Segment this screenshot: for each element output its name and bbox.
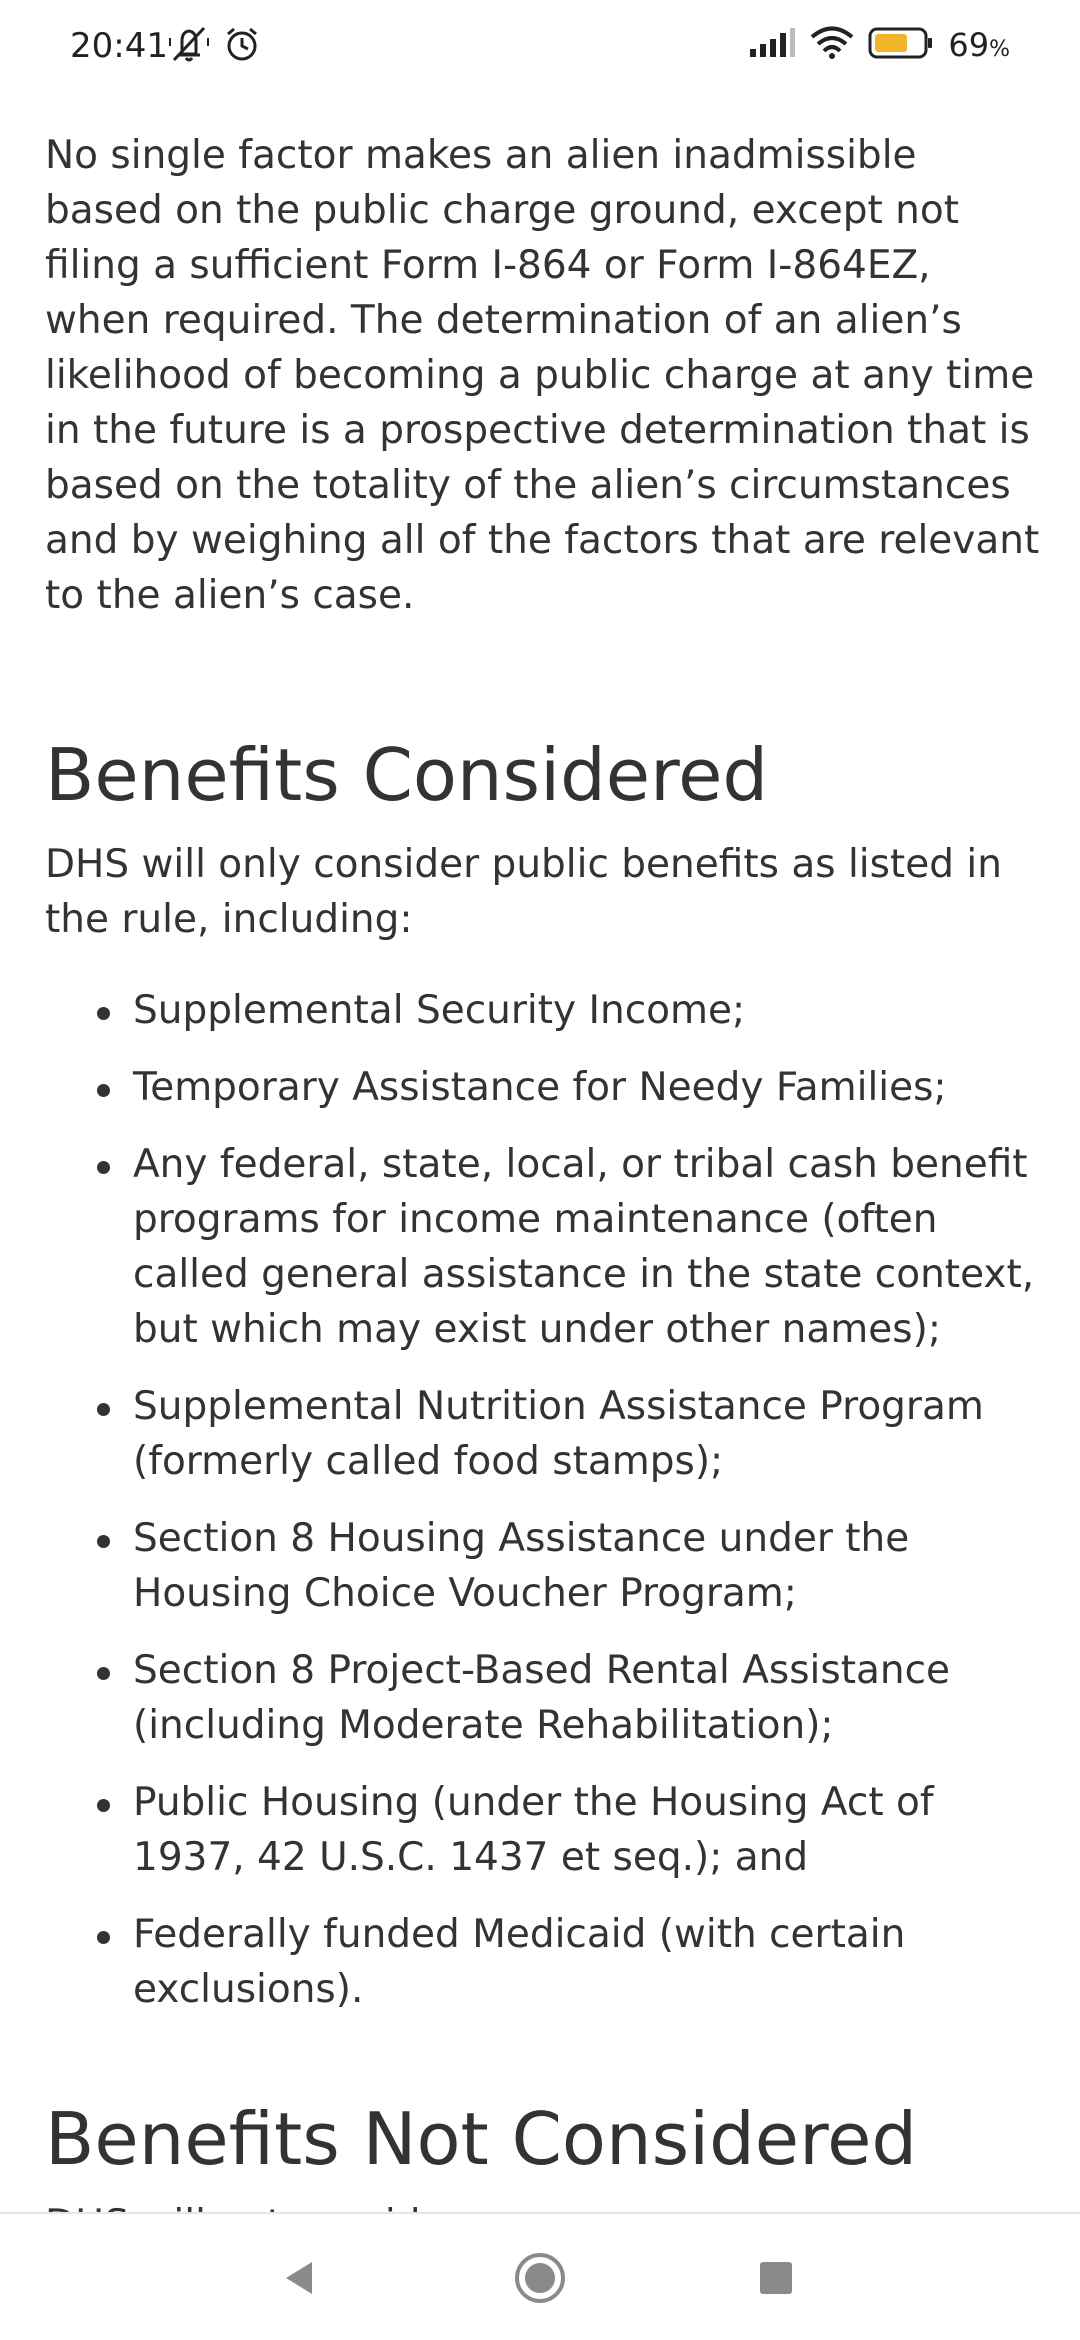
back-icon[interactable] xyxy=(270,2248,330,2308)
signal-icon xyxy=(748,27,796,63)
mute-icon xyxy=(166,24,212,68)
list-item: Section 8 Project-Based Rental Assistance (including Moderate Rehabilitation); xyxy=(45,1643,1045,1753)
article-content xyxy=(45,128,1045,2252)
alarm-icon xyxy=(222,24,262,68)
list-item: Section 8 Housing Assistance under the Housing Choice Voucher Program; xyxy=(45,1511,1045,1621)
battery-icon xyxy=(868,27,934,63)
list-item: Temporary Assistance for Needy Families; xyxy=(45,1060,1045,1115)
list-item: Federally funded Medicaid (with certain exclusions). xyxy=(45,1907,1045,2017)
benefits-considered-heading: Benefits Considered xyxy=(45,733,769,817)
benefits-considered-intro: DHS will only consider public benefits as listed in the rule, including: xyxy=(45,842,1002,942)
status-time: 20:41 xyxy=(70,26,168,66)
status-left-icons xyxy=(166,24,262,68)
battery-percent-value: 69 xyxy=(948,26,990,64)
intro-paragraph: No single factor makes an alien inadmissible based on the public charge ground, except not filing a sufficient Form I-864 or Form I-864EZ, when required. The determination of an alien’s likelihood of becoming a public charge at any time in the future is a prospective determination that is based on the totality of the alien’s circumstances and by weighing all of the factors that are relevant to the alien’s case. xyxy=(45,133,1040,618)
wifi-icon xyxy=(810,26,854,64)
list-item: Supplemental Security Income; xyxy=(45,983,1045,1038)
list-item: Public Housing (under the Housing Act of 1937, 42 U.S.C. 1437 et seq.); and xyxy=(45,1775,1045,1885)
battery-percent xyxy=(948,26,1010,64)
list-item: Supplemental Nutrition Assistance Program (formerly called food stamps); xyxy=(45,1379,1045,1489)
home-icon[interactable] xyxy=(510,2248,570,2308)
status-bar xyxy=(0,0,1080,96)
benefits-not-considered-heading: Benefits Not Considered xyxy=(45,2097,918,2181)
navigation-bar xyxy=(0,2212,1080,2340)
status-right xyxy=(748,26,1010,64)
benefits-considered-list xyxy=(45,983,1045,2017)
list-item: Any federal, state, local, or tribal cash benefit programs for income maintenance (often called general assistance in the state context, but which may exist under other names); xyxy=(45,1137,1045,1357)
battery-percent-symbol: % xyxy=(989,37,1010,62)
recents-icon[interactable] xyxy=(746,2248,806,2308)
